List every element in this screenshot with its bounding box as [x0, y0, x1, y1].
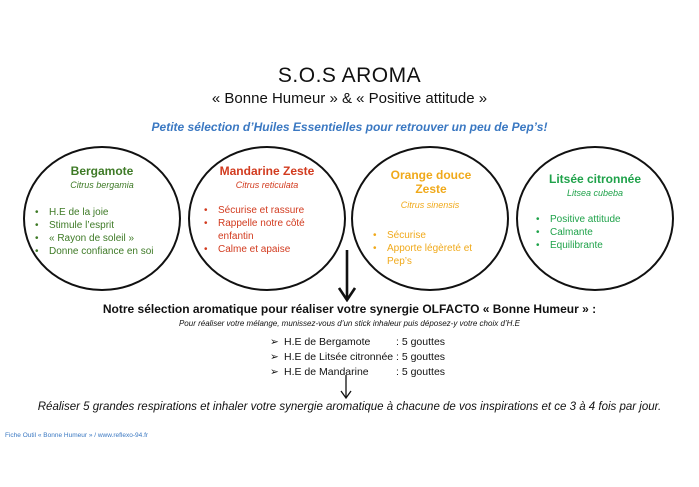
list-item: • Apporte légèreté et Pep’s: [371, 242, 489, 268]
recipe-oil-name: H.E de Mandarine: [284, 366, 369, 378]
recipe-dose: : 5 gouttes: [396, 336, 446, 348]
oil-card-orange-douce: [351, 146, 509, 291]
arrow-chevron-icon: ➢: [270, 351, 279, 363]
list-item: • Equilibrante: [534, 239, 662, 252]
oil-name: Litsée citronnée: [548, 172, 642, 186]
list-item: • Stimule l’esprit: [33, 219, 171, 232]
oil-latin-name: Citrus sinensis: [400, 200, 460, 210]
recipe-oil-name: H.E de Bergamote: [284, 336, 371, 348]
list-item: • Donne confiance en soi: [33, 245, 171, 258]
page-subtitle: « Bonne Humeur » & « Positive attitude »: [211, 90, 488, 107]
arrow-chevron-icon: ➢: [270, 336, 279, 348]
selection-heading: Notre sélection aromatique pour réaliser votre synergie OLFACTO « Bonne Humeur » :: [102, 302, 597, 316]
arrow-down-icon: [339, 375, 353, 399]
oil-properties: [534, 213, 662, 252]
list-item: • Positive attitude: [534, 213, 662, 226]
oil-name: Bergamote: [70, 164, 134, 178]
recipe-list: [270, 335, 445, 380]
final-instruction: Réaliser 5 grandes respirations et inhaler votre synergie aromatique à chacune de vos inspirations et ce 3 à 4 fois par jour.: [37, 401, 662, 413]
oil-name: Mandarine Zeste: [219, 164, 315, 178]
recipe-row: [270, 335, 445, 350]
list-item: • Calmante: [534, 226, 662, 239]
recipe-dose: : 5 gouttes: [396, 351, 446, 363]
oil-latin-name: Citrus bergamia: [70, 180, 134, 190]
recipe-row: [270, 350, 445, 365]
oil-latin-name: Citrus reticulata: [235, 180, 299, 190]
oil-card-mandarine: [188, 146, 346, 291]
tagline: Petite sélection d’Huiles Essentielles pour retrouver un peu de Pep’s!: [151, 120, 548, 134]
recipe-oil-name: H.E de Litsée citronnée: [284, 351, 394, 363]
oil-card-bergamote: [23, 146, 181, 291]
recipe-dose: : 5 gouttes: [396, 366, 446, 378]
footer-credit: Fiche Outil « Bonne Humeur » / www.reflexo-94.fr: [5, 432, 149, 439]
list-item: • H.E de la joie: [33, 206, 171, 219]
oil-properties: [371, 229, 489, 268]
selection-instruction: Pour réaliser votre mélange, munissez-vous d’un stick inhaleur puis déposez-y votre choix d’H.E: [178, 319, 521, 328]
list-item: • Calme et apaise: [202, 243, 314, 256]
recipe-row: [270, 365, 445, 380]
page-title: S.O.S AROMA: [277, 64, 422, 87]
list-item: • Sécurise: [371, 229, 489, 242]
oil-properties: [202, 204, 314, 256]
arrow-down-icon: [338, 250, 356, 302]
oil-card-litsee: [516, 146, 674, 291]
list-item: • Sécurise et rassure: [202, 204, 314, 217]
oil-name: Orange douce Zeste: [390, 168, 472, 196]
oil-latin-name: Litsea cubeba: [566, 188, 624, 198]
oil-properties: [33, 206, 171, 258]
arrow-chevron-icon: ➢: [270, 366, 279, 378]
list-item: • « Rayon de soleil »: [33, 232, 171, 245]
list-item: • Rappelle notre côté enfantin: [202, 217, 314, 243]
